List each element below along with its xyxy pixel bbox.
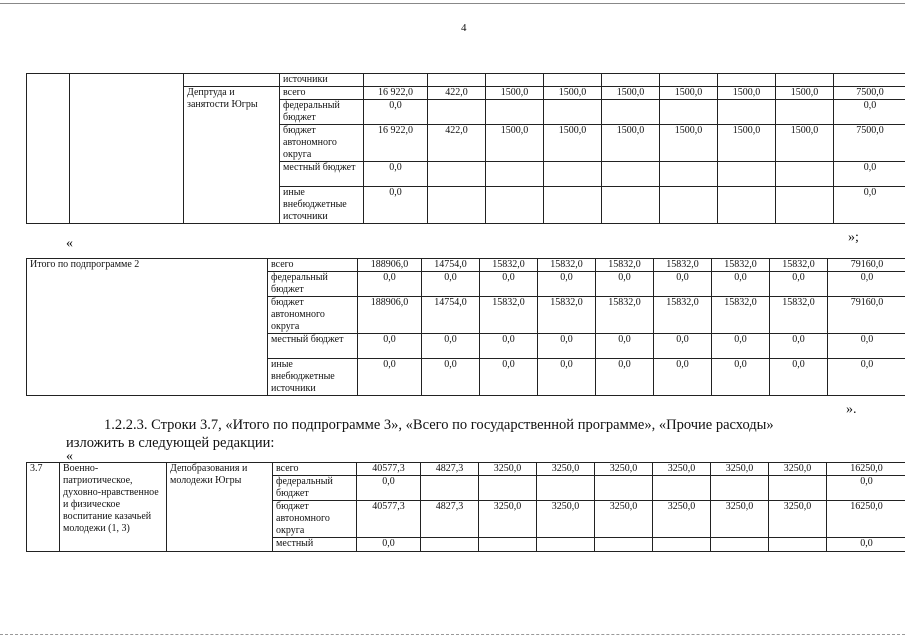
value-cell: 0,0 [654,359,712,396]
value-cell: 3250,0 [537,463,595,476]
row-label: федеральный бюджет [268,272,358,297]
row-label: бюджет автономного округа [268,297,358,334]
value-cell: 0,0 [358,272,422,297]
value-cell [653,538,711,552]
value-cell: 3250,0 [595,501,653,538]
value-cell: 1500,0 [544,125,602,162]
row-label: всего [280,87,364,100]
value-cell: 1500,0 [486,125,544,162]
value-cell [776,100,834,125]
value-cell: 3250,0 [595,463,653,476]
value-cell: 422,0 [428,125,486,162]
value-cell [776,162,834,187]
close-quote-period: ». [846,402,857,417]
value-cell [711,476,769,501]
value-cell: 0,0 [364,100,428,125]
row-label: иные внебюджетные источники [268,359,358,396]
value-cell: 0,0 [654,272,712,297]
value-cell: 1500,0 [486,87,544,100]
value-cell [660,162,718,187]
value-cell: 0,0 [364,162,428,187]
value-cell [428,100,486,125]
value-cell: 3250,0 [711,463,769,476]
bottom-scan-line [0,634,905,635]
value-cell: 0,0 [538,334,596,359]
value-cell: 0,0 [828,272,905,297]
open-quote: « [66,236,73,251]
value-cell [602,100,660,125]
value-cell: 0,0 [364,187,428,224]
value-cell: 1500,0 [718,125,776,162]
top-scan-line [0,3,905,4]
value-cell: 15832,0 [654,259,712,272]
value-cell: 188906,0 [358,259,422,272]
value-cell: 0,0 [834,162,905,187]
cell-empty-num [27,74,70,224]
value-cell: 0,0 [770,272,828,297]
value-cell [537,538,595,552]
value-cell: 14754,0 [422,259,480,272]
value-cell: 0,0 [357,538,421,552]
value-cell [544,162,602,187]
value-cell: 0,0 [770,359,828,396]
close-quote: »; [848,230,859,245]
value-cell: 3250,0 [769,463,827,476]
header-source: источники [280,74,364,87]
row-label: местный бюджет [268,334,358,359]
value-cell: 40577,3 [357,501,421,538]
value-cell: 0,0 [654,334,712,359]
cell-empty-name [70,74,184,224]
value-cell [660,100,718,125]
value-cell: 0,0 [712,334,770,359]
value-cell [660,187,718,224]
value-cell: 1500,0 [776,125,834,162]
value-cell [769,538,827,552]
responsible-org: Депобразования и молодежи Югры [167,463,273,552]
row-number: 3.7 [27,463,60,552]
value-cell [421,538,479,552]
value-cell [421,476,479,501]
value-cell [544,187,602,224]
value-cell: 3250,0 [653,463,711,476]
value-cell [595,538,653,552]
value-cell: 0,0 [422,272,480,297]
value-cell: 1500,0 [718,87,776,100]
value-cell [718,187,776,224]
value-cell: 16250,0 [827,463,905,476]
value-cell [769,476,827,501]
value-cell: 15832,0 [712,297,770,334]
value-cell: 0,0 [712,359,770,396]
row-label: федеральный бюджет [280,100,364,125]
value-cell: 422,0 [428,87,486,100]
value-cell [479,538,537,552]
value-cell: 0,0 [834,100,905,125]
value-cell: 0,0 [596,272,654,297]
value-cell [479,476,537,501]
value-cell: 79160,0 [828,297,905,334]
value-cell: 40577,3 [357,463,421,476]
value-cell: 0,0 [828,334,905,359]
value-cell: 16250,0 [827,501,905,538]
value-cell: 0,0 [834,187,905,224]
value-cell: 3250,0 [769,501,827,538]
value-cell: 16 922,0 [364,87,428,100]
value-cell: 1500,0 [602,125,660,162]
value-cell: 1500,0 [602,87,660,100]
value-cell [544,100,602,125]
row-label: местный бюджет [280,162,364,187]
value-cell: 0,0 [480,272,538,297]
value-cell: 4827,3 [421,501,479,538]
value-cell: 15832,0 [654,297,712,334]
value-cell: 3250,0 [479,463,537,476]
row-label: всего [273,463,357,476]
table-total-subprogram-2 [26,258,905,396]
value-cell: 7500,0 [834,125,905,162]
value-cell: 0,0 [712,272,770,297]
value-cell: 0,0 [770,334,828,359]
value-cell [602,162,660,187]
value-cell [486,100,544,125]
value-cell: 16 922,0 [364,125,428,162]
value-cell: 0,0 [596,359,654,396]
value-cell: 0,0 [358,359,422,396]
value-cell: 15832,0 [538,297,596,334]
row-label: местный [273,538,357,552]
value-cell: 3250,0 [479,501,537,538]
value-cell: 0,0 [480,359,538,396]
value-cell: 1500,0 [660,87,718,100]
value-cell: 0,0 [538,272,596,297]
value-cell: 15832,0 [596,259,654,272]
value-cell: 79160,0 [828,259,905,272]
value-cell: 0,0 [480,334,538,359]
value-cell: 3250,0 [653,501,711,538]
value-cell [428,162,486,187]
value-cell: 7500,0 [834,87,905,100]
open-quote: « [66,449,73,464]
value-cell [653,476,711,501]
row-label: всего [268,259,358,272]
value-cell [428,187,486,224]
value-cell [602,187,660,224]
paragraph-line-2: изложить в следующей редакции: [66,435,275,451]
value-cell: 15832,0 [770,259,828,272]
value-cell: 4827,3 [421,463,479,476]
paragraph-line-1: 1.2.2.3. Строки 3.7, «Итого по подпрограмме 3», «Всего по государственной программе», «Прочие расходы» [104,417,774,433]
value-cell [595,476,653,501]
activity-name: Военно-патриотическое, духовно-нравственное и физическое воспитание казачьей молодежи (1, 3) [60,463,167,552]
row-label: иные внебюджетные источники [280,187,364,224]
cell-empty-org-top [184,74,280,87]
value-cell [537,476,595,501]
value-cell: 3250,0 [711,501,769,538]
value-cell: 0,0 [422,359,480,396]
value-cell: 1500,0 [776,87,834,100]
value-cell: 0,0 [538,359,596,396]
value-cell [711,538,769,552]
value-cell: 15832,0 [712,259,770,272]
row-label: федеральный бюджет [273,476,357,501]
value-cell: 0,0 [828,359,905,396]
value-cell: 0,0 [827,476,905,501]
value-cell: 3250,0 [537,501,595,538]
value-cell [718,100,776,125]
value-cell: 1500,0 [660,125,718,162]
value-cell: 15832,0 [596,297,654,334]
row-label: бюджет автономного округа [280,125,364,162]
value-cell [486,187,544,224]
row-label: бюджет автономного округа [273,501,357,538]
value-cell: 188906,0 [358,297,422,334]
value-cell: 0,0 [827,538,905,552]
value-cell: 0,0 [357,476,421,501]
value-cell: 15832,0 [538,259,596,272]
table-row-3-7 [26,462,905,552]
value-cell [486,162,544,187]
value-cell: 0,0 [422,334,480,359]
value-cell [776,187,834,224]
table-subprogram-2-continuation [26,73,905,224]
value-cell: 14754,0 [422,297,480,334]
page-number: 4 [461,22,467,34]
value-cell: 15832,0 [480,259,538,272]
total-title: Итого по подпрограмме 2 [27,259,268,396]
cell-org: Депртуда и занятости Югры [184,87,280,224]
value-cell: 15832,0 [770,297,828,334]
value-cell [718,162,776,187]
value-cell: 0,0 [358,334,422,359]
value-cell: 1500,0 [544,87,602,100]
value-cell: 0,0 [596,334,654,359]
value-cell: 15832,0 [480,297,538,334]
